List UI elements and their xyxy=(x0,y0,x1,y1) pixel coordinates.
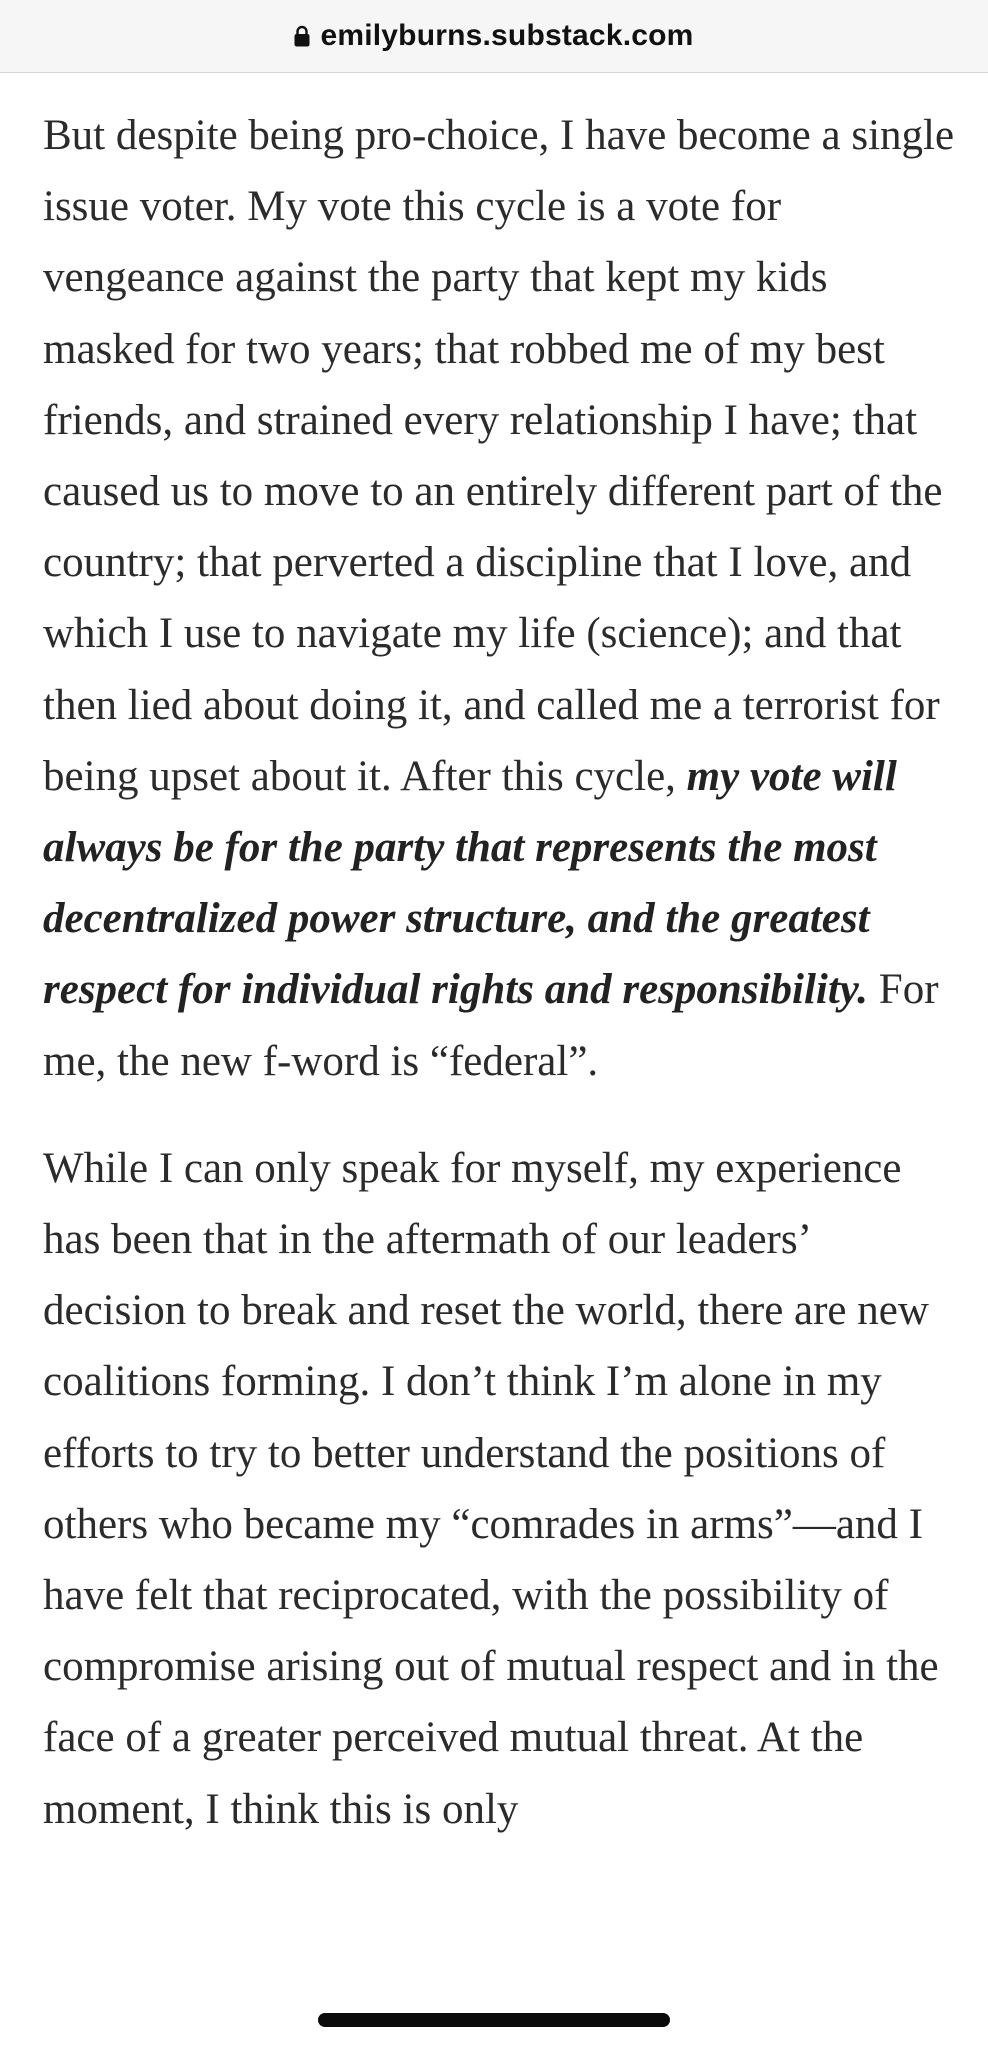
article-paragraph xyxy=(43,100,955,1097)
lock-icon xyxy=(294,25,310,47)
paragraph-text: While I can only speak for myself, my experience has been that in the aftermath of our leaders’ decision to break and reset the world, there are new coalitions forming. I don’t think I’m alone in my efforts to try to better understand the positions of others who became my “comrades in arms”—and I have felt that reciprocated, with the possibility of compromise arising out of mutual respect and in the face of a greater perceived mutual threat. At the moment, I think this is only xyxy=(43,1144,939,1833)
paragraph-text: But despite being pro-choice, I have become a single issue voter. My vote this cycle is a vote for vengeance against the party that kept my kids masked for two years; that robbed me of my best friends, and strained every relationship I have; that caused us to move to an entirely different part of the country; that perverted a discipline that I love, and which I use to navigate my life (science); and that then lied about doing it, and called me a terrorist for being upset about it. After this cycle, xyxy=(43,112,955,800)
paragraph-text: For me, the new f-word is “federal”. xyxy=(43,966,939,1085)
article-paragraph xyxy=(43,1133,955,1845)
article-body xyxy=(43,100,955,1881)
browser-address-bar[interactable] xyxy=(0,0,988,73)
home-indicator[interactable] xyxy=(318,2013,670,2027)
url-text[interactable]: emilyburns.substack.com xyxy=(320,19,694,52)
emphasized-text: my vote will always be for the party that represents the most decentralized power structure, and the greatest respect for individual rights and responsibility. xyxy=(43,752,897,1014)
address-bar-content[interactable] xyxy=(288,16,699,56)
